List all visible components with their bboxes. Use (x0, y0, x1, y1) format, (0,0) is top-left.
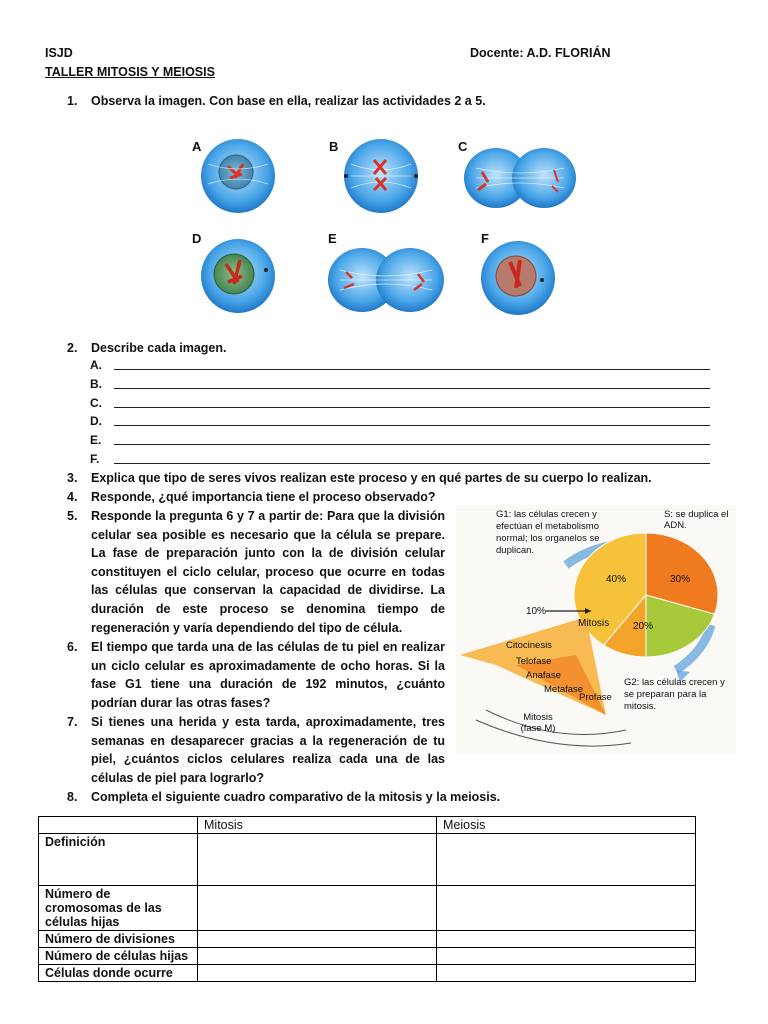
table-header-meiosis: Meiosis (437, 817, 696, 834)
cell-mitosis-celulas-donde[interactable] (198, 965, 437, 982)
g2-annotation: G2: las células crecen y se preparan para la mitosis. (624, 677, 725, 712)
table-row (39, 948, 696, 965)
question-2: 2. Describe cada imagen. (67, 341, 227, 355)
answer-label-f: F. (90, 452, 100, 466)
label-g2-percent: 20% (633, 621, 654, 632)
cell-label-e: E (328, 231, 337, 246)
cell-meiosis-celulas-hijas[interactable] (437, 948, 696, 965)
cell-c-image (456, 134, 580, 216)
row-label-celulas-donde: Células donde ocurre (39, 965, 198, 982)
phase-citocinesis: Citocinesis (506, 640, 552, 651)
answer-line-f[interactable] (114, 451, 710, 464)
phase-anafase: Anafase (526, 670, 561, 681)
label-mitosis: Mitosis (578, 618, 610, 629)
answer-line-a[interactable] (114, 357, 710, 370)
cell-label-b: B (329, 139, 339, 154)
question-5-number: 5. (67, 509, 78, 523)
table-header-row (39, 817, 696, 834)
table-row (39, 886, 696, 931)
row-label-cromosomas: Número de cromosomas de las células hijas (39, 886, 198, 931)
cell-mitosis-celulas-hijas[interactable] (198, 948, 437, 965)
cell-label-f: F (481, 231, 489, 246)
comparison-table (38, 816, 696, 982)
question-7-text: Si tienes una herida y esta tarda, aproximadamente, tres semanas en desaparecer gracias a la regeneración de tu piel, ¿cuántos ciclos celulares realiza cada una de las células de piel para lograrlo? (91, 715, 445, 785)
school-name: ISJD (45, 46, 73, 60)
phase-metafase: Metafase (544, 684, 584, 695)
answer-label-e: E. (90, 433, 102, 447)
answer-label-c: C. (90, 396, 102, 410)
question-5-text: Responde la pregunta 6 y 7 a partir de: Para que la división celular sea posible es necesario que la célula se prepare. La fase de preparación junto con la de división celular constituyen el ciclo celular, proceso que ocurre en todas las células que conservan la capacidad de dividirse. La duración de este proceso se denomina tiempo de regeneración y varía dependiendo del tipo de célula. (91, 509, 445, 635)
cell-label-c: C (458, 139, 468, 154)
phase-profase: Profase (579, 692, 612, 703)
table-row (39, 931, 696, 948)
table-header-empty (39, 817, 198, 834)
row-label-celulas-hijas: Número de células hijas (39, 948, 198, 965)
question-6-number: 6. (67, 640, 78, 654)
cell-d-image (188, 230, 288, 316)
cell-meiosis-definicion[interactable] (437, 834, 696, 886)
label-s-percent: 30% (670, 574, 691, 585)
cell-a-image (188, 134, 288, 216)
row-label-divisiones: Número de divisiones (39, 931, 198, 948)
answer-line-e[interactable] (114, 432, 710, 445)
label-mitosis-percent: 10% (526, 606, 547, 617)
mitosis-phase-label: Mitosis (fase M) (520, 712, 556, 734)
question-8: 8. Completa el siguiente cuadro comparativo de la mitosis y la meiosis. (67, 790, 501, 804)
cell-e-image (322, 230, 446, 316)
row-label-definicion: Definición (39, 834, 198, 886)
table-row (39, 834, 696, 886)
page-title: TALLER MITOSIS Y MEIOSIS (45, 65, 215, 79)
question-1: 1. Observa la imagen. Con base en ella, realizar las actividades 2 a 5. (67, 94, 486, 108)
answer-label-b: B. (90, 377, 102, 391)
answer-line-d[interactable] (114, 413, 710, 426)
phase-telofase: Telofase (516, 656, 552, 667)
question-4: 4. Responde, ¿qué importancia tiene el proceso observado? (67, 490, 436, 504)
cell-f-image (476, 230, 576, 316)
cell-b-image (326, 134, 426, 216)
answer-label-a: A. (90, 358, 102, 372)
cell-meiosis-divisiones[interactable] (437, 931, 696, 948)
question-7-number: 7. (67, 715, 78, 729)
cell-cycle-chart (456, 505, 736, 755)
cell-mitosis-definicion[interactable] (198, 834, 437, 886)
answer-label-d: D. (90, 414, 102, 428)
table-header-mitosis: Mitosis (198, 817, 437, 834)
teacher-name: Docente: A.D. FLORIÁN (470, 46, 611, 60)
answer-line-c[interactable] (114, 395, 710, 408)
question-3: 3. Explica que tipo de seres vivos realizan este proceso y en qué partes de su cuerpo lo realizan. (67, 471, 652, 485)
label-g1-percent: 40% (606, 574, 627, 585)
cell-mitosis-cromosomas[interactable] (198, 886, 437, 931)
cell-label-d: D (192, 231, 202, 246)
question-6-text: El tiempo que tarda una de las células de tu piel en realizar un ciclo celular es aproximadamente de ocho horas. Si la fase G1 tiene una duración de 192 minutos, ¿cuánto podrían durar las otras fases? (91, 640, 445, 710)
answer-line-b[interactable] (114, 376, 710, 389)
table-row (39, 965, 696, 982)
cell-meiosis-cromosomas[interactable] (437, 886, 696, 931)
g1-annotation: G1: las células crecen y efectúan el metabolismo normal; los organelos se duplican. (496, 509, 600, 556)
cell-mitosis-divisiones[interactable] (198, 931, 437, 948)
s-annotation: S: se duplica el ADN. (664, 509, 729, 531)
cell-meiosis-celulas-donde[interactable] (437, 965, 696, 982)
cell-label-a: A (192, 139, 202, 154)
